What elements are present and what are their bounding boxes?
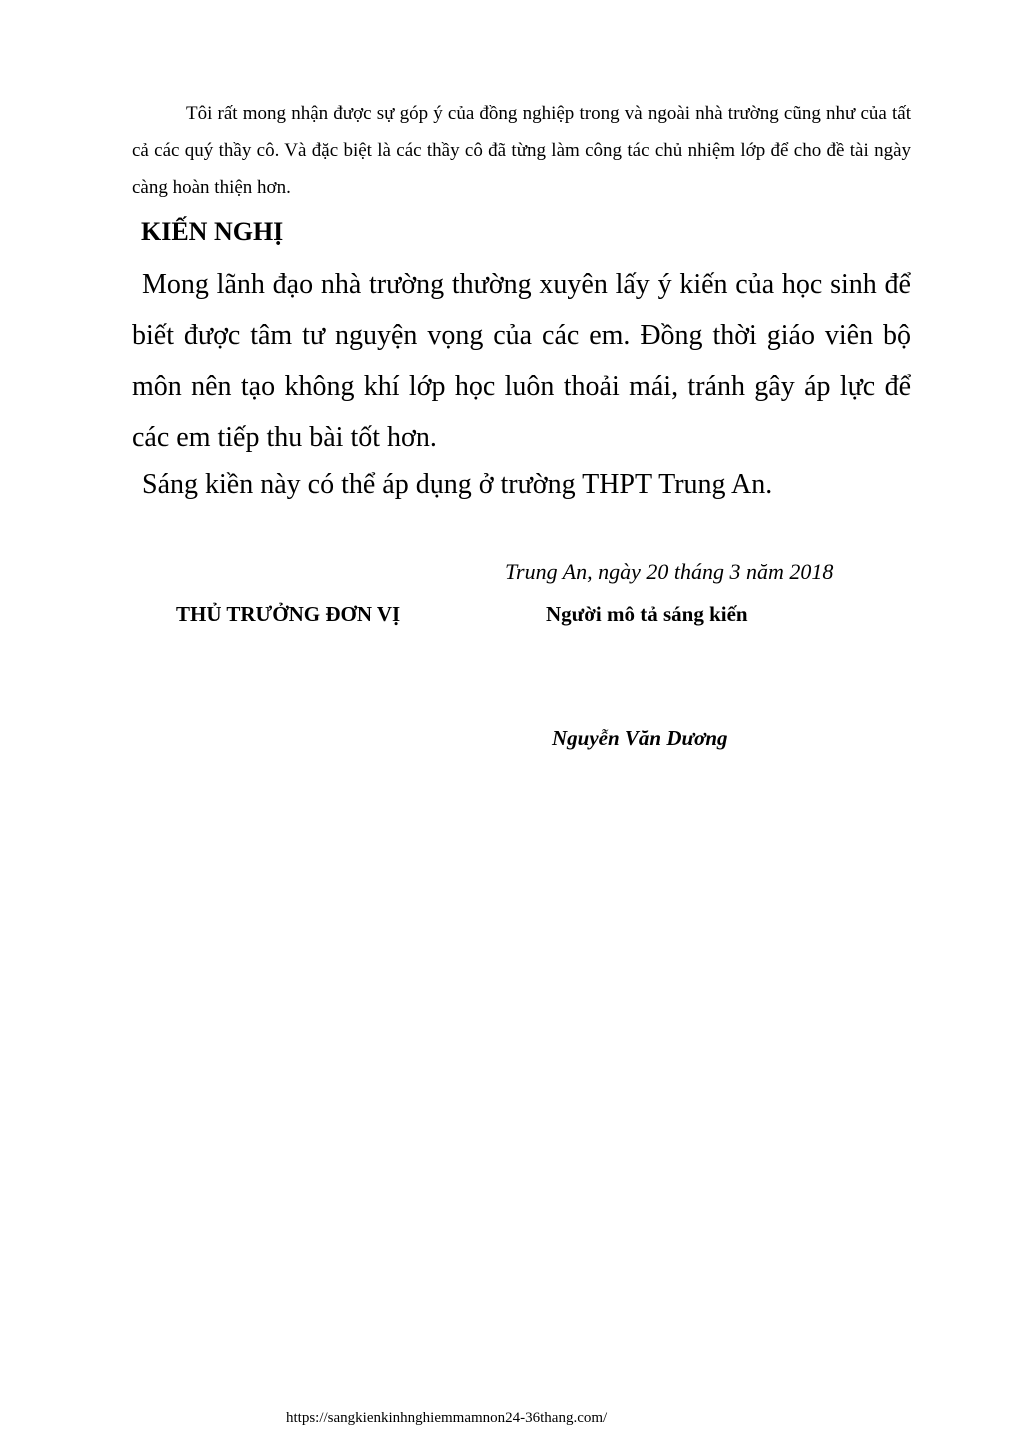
unit-head-title: THỦ TRƯỞNG ĐƠN VỊ xyxy=(176,602,401,626)
signer-name: Nguyễn Văn Dương xyxy=(552,726,728,750)
section-heading: KIẾN NGHỊ xyxy=(141,217,284,246)
closing-paragraph xyxy=(132,95,911,206)
footer-url: https://sangkienkinhnghiemmamnon24-36thang.com/ xyxy=(286,1410,608,1426)
date-place-line: Trung An, ngày 20 tháng 3 năm 2018 xyxy=(505,559,834,584)
applicability-paragraph: Sáng kiền này có thể áp dụng ở trường THPT Trung An. xyxy=(142,469,773,500)
recommendation-paragraph xyxy=(132,259,911,463)
closing-paragraph-text: Tôi rất mong nhận được sự góp ý của đồng nghiệp trong và ngoài nhà trường cũng như của tất cả các quý thầy cô. Và đặc biệt là các thầy cô đã từng làm công tác chủ nhiệm lớp để cho đề tài ngày càng hoàn thiện hơn. xyxy=(132,103,911,198)
author-title: Người mô tả sáng kiến xyxy=(546,602,748,626)
recommendation-paragraph-text: Mong lãnh đạo nhà trường thường xuyên lấy ý kiến của học sinh để biết được tâm tư nguyện vọng của các em. Đồng thời giáo viên bộ môn nên tạo không khí lớp học luôn thoải mái, tránh gây áp lực để các em tiếp thu bài tốt hơn. xyxy=(132,269,911,453)
